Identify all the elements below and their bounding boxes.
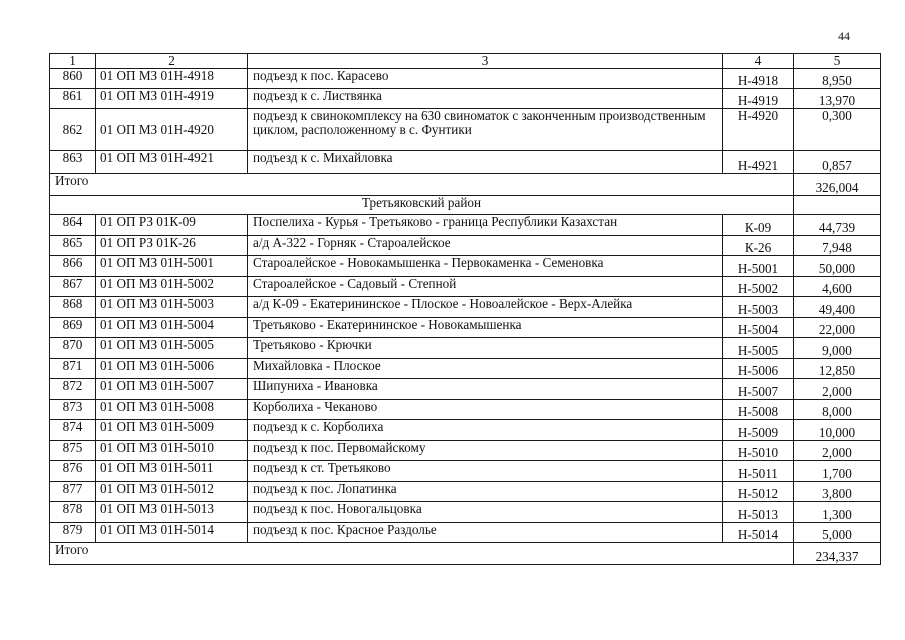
road-id: Н-5014 <box>723 522 794 543</box>
column-header: 5 <box>794 54 881 69</box>
road-length: 5,000 <box>794 522 881 543</box>
road-code: 01 ОП МЗ 01Н-5007 <box>96 379 248 400</box>
total-value: 326,004 <box>794 174 881 196</box>
empty-cell <box>794 196 881 215</box>
road-id: Н-4919 <box>723 89 794 109</box>
table-row <box>50 215 881 236</box>
row-number: 872 <box>50 379 96 400</box>
road-id: Н-5004 <box>723 317 794 338</box>
road-length: 50,000 <box>794 256 881 277</box>
column-header: 1 <box>50 54 96 69</box>
road-code: 01 ОП РЗ 01К-26 <box>96 235 248 256</box>
road-name: подъезд к пос. Красное Раздолье <box>248 522 723 543</box>
district-rows <box>50 215 881 543</box>
road-length: 0,857 <box>794 151 881 174</box>
row-number: 875 <box>50 440 96 461</box>
road-register-table <box>49 53 881 565</box>
road-code: 01 ОП МЗ 01Н-5012 <box>96 481 248 502</box>
road-length: 1,300 <box>794 502 881 523</box>
road-length: 44,739 <box>794 215 881 236</box>
table-row <box>50 109 881 151</box>
road-id: Н-5013 <box>723 502 794 523</box>
total-label: Итого <box>50 543 794 565</box>
road-name: подъезд к пос. Лопатинка <box>248 481 723 502</box>
road-name: Михайловка - Плоское <box>248 358 723 379</box>
road-code: 01 ОП МЗ 01Н-4918 <box>96 69 248 89</box>
road-code: 01 ОП МЗ 01Н-4920 <box>96 109 248 151</box>
road-name: подъезд к ст. Третьяково <box>248 461 723 482</box>
road-length: 7,948 <box>794 235 881 256</box>
road-name: Шипуниха - Ивановка <box>248 379 723 400</box>
table-row <box>50 338 881 359</box>
road-code: 01 ОП МЗ 01Н-5004 <box>96 317 248 338</box>
table-row <box>50 151 881 174</box>
road-code: 01 ОП МЗ 01Н-4919 <box>96 89 248 109</box>
road-id: К-26 <box>723 235 794 256</box>
table-row <box>50 420 881 441</box>
section-row <box>50 196 881 215</box>
row-number: 869 <box>50 317 96 338</box>
column-header: 2 <box>96 54 248 69</box>
road-name: Третьяково - Крючки <box>248 338 723 359</box>
table-row <box>50 502 881 523</box>
road-name: а/д А-322 - Горняк - Староалейское <box>248 235 723 256</box>
road-id: Н-5005 <box>723 338 794 359</box>
road-name: Третьяково - Екатерининское - Новокамышенка <box>248 317 723 338</box>
road-code: 01 ОП МЗ 01Н-5005 <box>96 338 248 359</box>
table-row <box>50 358 881 379</box>
row-number: 877 <box>50 481 96 502</box>
row-number: 860 <box>50 69 96 89</box>
total-value: 234,337 <box>794 543 881 565</box>
row-number: 864 <box>50 215 96 236</box>
row-number: 876 <box>50 461 96 482</box>
table-row <box>50 461 881 482</box>
road-length: 12,850 <box>794 358 881 379</box>
table-row <box>50 276 881 297</box>
road-name: подъезд к пос. Первомайскому <box>248 440 723 461</box>
road-id: Н-5007 <box>723 379 794 400</box>
table-row <box>50 379 881 400</box>
table-row <box>50 440 881 461</box>
table-row <box>50 69 881 89</box>
road-code: 01 ОП МЗ 01Н-5013 <box>96 502 248 523</box>
road-name: Корболиха - Чеканово <box>248 399 723 420</box>
road-id: Н-5001 <box>723 256 794 277</box>
column-header: 4 <box>723 54 794 69</box>
table-row <box>50 297 881 318</box>
road-code: 01 ОП РЗ 01К-09 <box>96 215 248 236</box>
road-length: 2,000 <box>794 379 881 400</box>
row-number: 874 <box>50 420 96 441</box>
road-code: 01 ОП МЗ 01Н-5008 <box>96 399 248 420</box>
road-length: 8,000 <box>794 399 881 420</box>
table-row <box>50 89 881 109</box>
total-label: Итого <box>50 174 794 196</box>
column-header-row <box>50 54 881 69</box>
road-length: 0,300 <box>794 109 881 151</box>
column-header: 3 <box>248 54 723 69</box>
row-number: 867 <box>50 276 96 297</box>
row-number: 865 <box>50 235 96 256</box>
table-row <box>50 522 881 543</box>
road-code: 01 ОП МЗ 01Н-5009 <box>96 420 248 441</box>
road-length: 13,970 <box>794 89 881 109</box>
road-code: 01 ОП МЗ 01Н-5011 <box>96 461 248 482</box>
road-id: Н-4920 <box>723 109 794 151</box>
road-length: 49,400 <box>794 297 881 318</box>
road-length: 22,000 <box>794 317 881 338</box>
road-length: 10,000 <box>794 420 881 441</box>
road-id: Н-5010 <box>723 440 794 461</box>
page-number: 44 <box>838 29 850 43</box>
row-number: 873 <box>50 399 96 420</box>
road-length: 2,000 <box>794 440 881 461</box>
row-number: 866 <box>50 256 96 277</box>
road-name: Поспелиха - Курья - Третьяково - граница Республики Казахстан <box>248 215 723 236</box>
road-length: 1,700 <box>794 461 881 482</box>
total-row <box>50 174 881 196</box>
row-number: 878 <box>50 502 96 523</box>
road-id: Н-5008 <box>723 399 794 420</box>
table-row <box>50 399 881 420</box>
row-number: 861 <box>50 89 96 109</box>
table-row <box>50 235 881 256</box>
district-title: Третьяковский район <box>50 196 794 215</box>
road-length: 4,600 <box>794 276 881 297</box>
road-id: К-09 <box>723 215 794 236</box>
road-code: 01 ОП МЗ 01Н-4921 <box>96 151 248 174</box>
table-row <box>50 481 881 502</box>
road-name: подъезд к с. Корболиха <box>248 420 723 441</box>
row-number: 870 <box>50 338 96 359</box>
road-name: а/д К-09 - Екатерининское - Плоское - Новоалейское - Верх-Алейка <box>248 297 723 318</box>
table-row <box>50 317 881 338</box>
road-code: 01 ОП МЗ 01Н-5001 <box>96 256 248 277</box>
road-name: Староалейское - Садовый - Степной <box>248 276 723 297</box>
row-number: 862 <box>50 109 96 151</box>
total-row <box>50 543 881 565</box>
row-number: 879 <box>50 522 96 543</box>
road-id: Н-5009 <box>723 420 794 441</box>
road-id: Н-5012 <box>723 481 794 502</box>
road-id: Н-4918 <box>723 69 794 89</box>
road-id: Н-5003 <box>723 297 794 318</box>
road-id: Н-5006 <box>723 358 794 379</box>
road-name: подъезд к свинокомплексу на 630 свиноматок с законченным производственным циклом, расположенному в с. Фунтики <box>248 109 723 151</box>
road-name: подъезд к пос. Новогальцовка <box>248 502 723 523</box>
road-id: Н-5011 <box>723 461 794 482</box>
table-row <box>50 256 881 277</box>
road-code: 01 ОП МЗ 01Н-5006 <box>96 358 248 379</box>
road-name: Староалейское - Новокамышенка - Первокаменка - Семеновка <box>248 256 723 277</box>
road-name: подъезд к с. Листвянка <box>248 89 723 109</box>
road-length: 3,800 <box>794 481 881 502</box>
road-code: 01 ОП МЗ 01Н-5010 <box>96 440 248 461</box>
road-code: 01 ОП МЗ 01Н-5003 <box>96 297 248 318</box>
road-name: подъезд к пос. Карасево <box>248 69 723 89</box>
road-id: Н-4921 <box>723 151 794 174</box>
road-code: 01 ОП МЗ 01Н-5002 <box>96 276 248 297</box>
row-number: 868 <box>50 297 96 318</box>
road-length: 9,000 <box>794 338 881 359</box>
row-number: 871 <box>50 358 96 379</box>
road-length: 8,950 <box>794 69 881 89</box>
road-id: Н-5002 <box>723 276 794 297</box>
row-number: 863 <box>50 151 96 174</box>
road-code: 01 ОП МЗ 01Н-5014 <box>96 522 248 543</box>
road-name: подъезд к с. Михайловка <box>248 151 723 174</box>
